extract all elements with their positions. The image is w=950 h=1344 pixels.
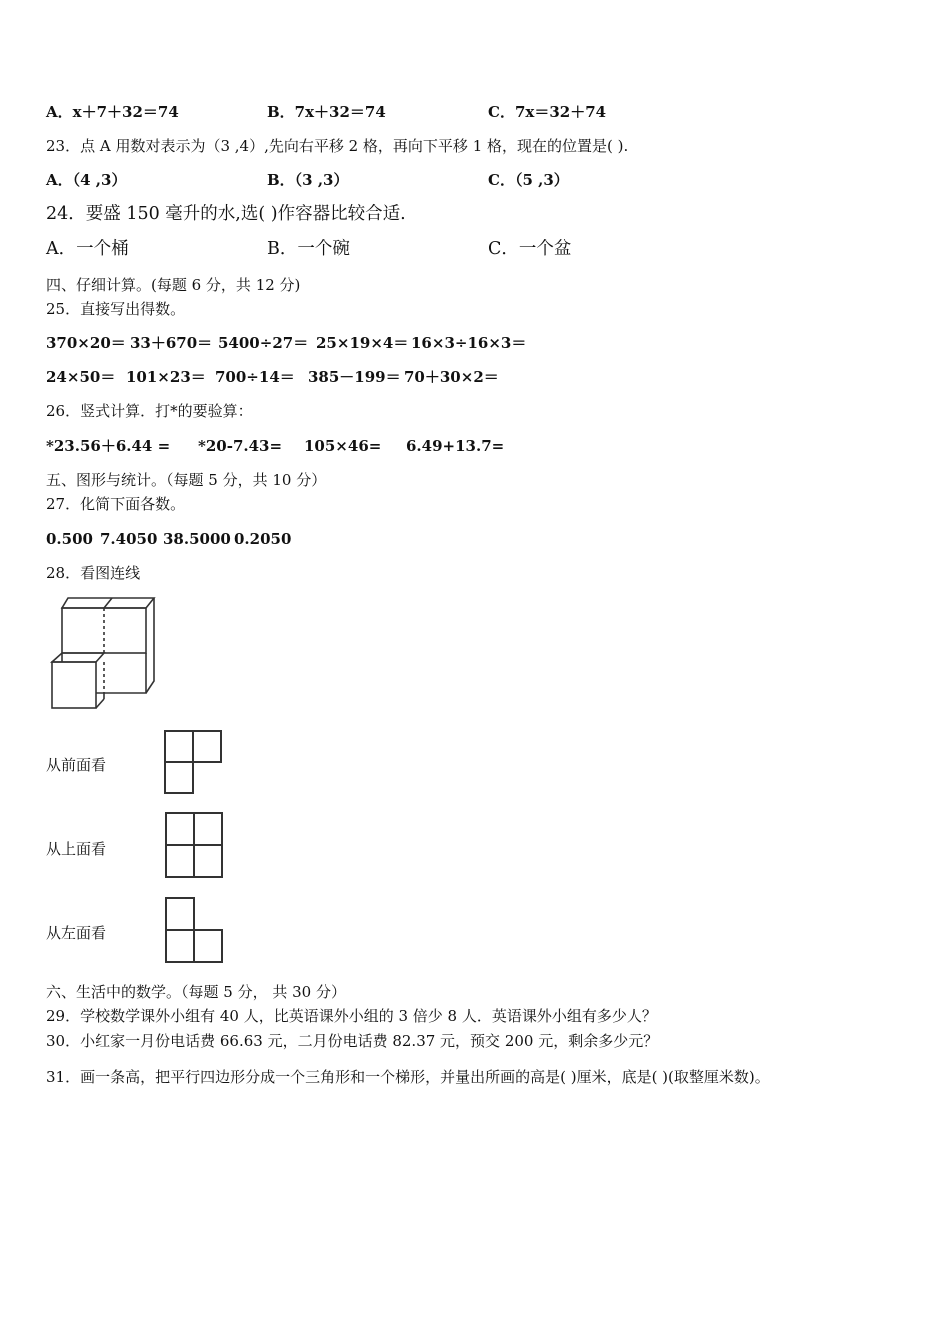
q26-expr: 105×46=: [304, 437, 382, 455]
q24-option-a: A．一个桶: [46, 239, 129, 259]
q26-expr: *20-7.43=: [198, 437, 283, 455]
q25-expr: 33＋670＝: [130, 334, 213, 352]
q26-expr: *23.56＋6.44 =: [46, 437, 171, 455]
q23-option-c: C．（5 ,3）: [488, 171, 569, 189]
q25-expr: 70＋30×2＝: [404, 368, 499, 386]
q25-expr: 370×20＝: [46, 334, 126, 352]
q25-expr: 24×50＝: [46, 368, 116, 386]
q22-option-a: A．x＋7＋32＝74: [46, 103, 179, 121]
q31-stem: 31．画一条高，把平行四边形分成一个三角形和一个梯形，并量出所画的高是( )厘米，底是( )(取整厘米数)。: [46, 1068, 770, 1086]
q25-expr: 385－199＝: [308, 368, 401, 386]
q27-number: 0.2050: [234, 530, 292, 548]
view-top-shape: [164, 811, 226, 879]
view-left-shape: [164, 896, 226, 964]
view-front-shape: [163, 729, 225, 795]
q24-stem: 24．要盛 150 毫升的水,选( )作容器比较合适.: [46, 204, 406, 224]
q22-option-b: B．7x＋32＝74: [267, 103, 386, 121]
section-5-title: 五、图形与统计。（每题 5 分，共 10 分）: [46, 471, 327, 489]
q22-option-c: C．7x＝32＋74: [488, 103, 607, 121]
q23-option-b: B．（3 ,3）: [267, 171, 349, 189]
q25-stem: 25．直接写出得数。: [46, 300, 186, 318]
q27-stem: 27．化简下面各数。: [46, 495, 186, 513]
section-4-title: 四、仔细计算。(每题 6 分，共 12 分): [46, 276, 301, 294]
q25-expr: 5400÷27＝: [218, 334, 309, 352]
q25-expr: 16×3÷16×3＝: [411, 334, 527, 352]
q24-option-b: B．一个碗: [267, 239, 350, 259]
view-left-label: 从左面看: [46, 924, 107, 942]
view-top-label: 从上面看: [46, 840, 107, 858]
q28-stem: 28．看图连线: [46, 564, 141, 582]
q27-number: 38.5000: [163, 530, 231, 548]
q25-expr: 700÷14＝: [215, 368, 295, 386]
q30-stem: 30．小红家一月份电话费 66.63 元，二月份电话费 82.37 元，预交 200 元，剩余多少元？: [46, 1032, 659, 1050]
q23-stem: 23．点 A 用数对表示为（3 ,4）,先向右平移 2 格，再向下平移 1 格，现在的位置是( ).: [46, 137, 629, 155]
section-6-title: 六、生活中的数学。（每题 5 分， 共 30 分）: [46, 983, 346, 1001]
q25-expr: 101×23＝: [126, 368, 206, 386]
q24-option-c: C．一个盆: [488, 239, 572, 259]
q26-stem: 26．竖式计算．打*的要验算：: [46, 402, 253, 420]
q29-stem: 29．学校数学课外小组有 40 人，比英语课外小组的 3 倍少 8 人．英语课外小组有多少人？: [46, 1007, 657, 1025]
cube-figure: [44, 596, 159, 714]
q25-expr: 25×19×4＝: [316, 334, 409, 352]
q23-option-a: A．（4 ,3）: [46, 171, 127, 189]
view-front-label: 从前面看: [46, 756, 107, 774]
q26-expr: 6.49+13.7=: [406, 437, 505, 455]
q27-number: 0.500: [46, 530, 93, 548]
q27-number: 7.4050: [100, 530, 158, 548]
